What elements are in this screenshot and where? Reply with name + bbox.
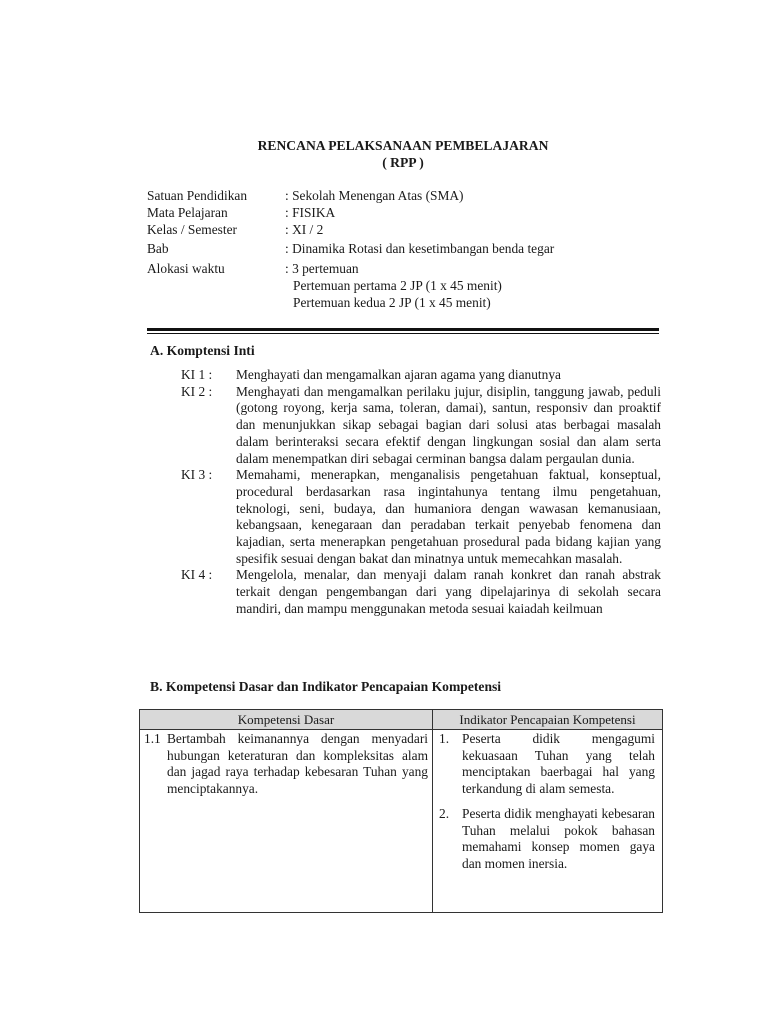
table-row [140, 730, 663, 913]
indicator-item [433, 730, 662, 798]
table-header-kd: Kompetensi Dasar [140, 710, 433, 730]
identity-label: Satuan Pendidikan [147, 188, 248, 203]
identity-row [147, 188, 687, 205]
identity-extra: Pertemuan pertama 2 JP (1 x 45 menit) [293, 277, 502, 293]
table-header-row [140, 710, 663, 730]
indicator-item [433, 806, 662, 873]
ki-text: Menghayati dan mengamalkan perilaku jujur, disiplin, tanggung jawab, peduli (gotong royong, kerja sama, toleran, damai), santun, responsiv dan proaktif dan menunjukkan sikap sebagai bagian dari solusi atas berbagai masalah dalam berinteraksi secara efektif dengan lingkungan sosial dan alam serta dalam menempatkan diri sebagai cerminan bangsa dalam pergaulan dunia. [236, 383, 661, 466]
ki-item [181, 567, 661, 617]
ki-list [181, 367, 661, 618]
identity-value: : FISIKA [285, 204, 336, 220]
identity-row [147, 205, 687, 222]
ki-item [181, 467, 661, 567]
identity-row-extra [147, 295, 687, 312]
kd-table [139, 709, 663, 913]
identity-row [147, 241, 687, 258]
identity-label: Alokasi waktu [147, 261, 225, 277]
kd-text: Bertambah keimanannya dengan menyadari hubungan keteraturan dan kompleksitas alam dan jagad raya terhadap kebesaran Tuhan yang menciptakannya. [167, 731, 428, 797]
identity-row [147, 222, 687, 239]
identity-extra: Pertemuan kedua 2 JP (1 x 45 menit) [293, 294, 491, 310]
identity-row [147, 261, 687, 278]
ki-label: KI 3 : [181, 467, 213, 483]
identity-value: : Sekolah Menengan Atas (SMA) [285, 188, 464, 203]
identity-label: Kelas / Semester [147, 221, 237, 237]
ki-text: Mengelola, menalar, dan menyaji dalam ranah konkret dan ranah abstrak terkait dengan pengembangan dari yang dipelajarinya di sekolah secara mandiri, dan mampu menggunakan metoda sesuai kaiadah keilmuan [236, 567, 661, 616]
document-subtitle: ( RPP ) [382, 155, 424, 170]
identity-value: : XI / 2 [285, 221, 324, 237]
identity-block [147, 188, 687, 312]
identity-value: : 3 pertemuan [285, 261, 359, 277]
identity-label: Bab [147, 241, 169, 257]
ki-item [181, 367, 661, 384]
table-header-indicator: Indikator Pencapaian Kompetensi [433, 710, 663, 730]
indicator-number: 1. [439, 731, 450, 746]
identity-value: : Dinamika Rotasi dan kesetimbangan benda tegar [285, 241, 555, 257]
ki-text: Menghayati dan mengamalkan ajaran agama yang dianutnya [236, 367, 561, 382]
ki-label: KI 2 : [181, 383, 213, 399]
indicator-text: Peserta didik mengagumi kekuasaan Tuhan yang telah menciptakan baerbagai hal yang terkandung di alam semesta. [462, 731, 655, 797]
indicator-text: Peserta didik menghayati kebesaran Tuhan melalui pokok bahasan memahami konsep momen gaya dan momen inersia. [462, 805, 655, 871]
ki-item [181, 384, 661, 468]
kd-cell [140, 730, 433, 913]
section-b-heading: B. Kompetensi Dasar dan Indikator Pencapaian Kompetensi [150, 679, 502, 694]
section-a-heading: A. Komptensi Inti [150, 343, 255, 358]
ki-text: Memahami, menerapkan, menganalisis pengetahuan faktual, konseptual, procedural berdasarkan rasa ingintahunya tentang ilmu pengetahuan, teknologi, seni, budaya, dan humaniora dengan wawasan kemanusiaan, kebangsaan, kenegaraan dan peradaban terkait penyebab fenomena dan kajadian, serta menerapkan pengetahuan prosedural pada bidang kajian yang spesifik sesuai dengan bakat dan minatnya untuk memecahkan masalah. [236, 467, 661, 566]
ki-label: KI 1 : [181, 367, 213, 382]
divider-thick [147, 328, 659, 331]
indicator-number: 2. [439, 805, 450, 821]
indicator-cell [433, 730, 663, 913]
document-title: RENCANA PELAKSANAAN PEMBELAJARAN [257, 138, 549, 153]
divider-thin [147, 333, 659, 334]
identity-row-extra [147, 278, 687, 295]
kd-number: 1.1 [144, 731, 161, 746]
ki-label: KI 4 : [181, 567, 213, 583]
identity-label: Mata Pelajaran [147, 204, 228, 220]
